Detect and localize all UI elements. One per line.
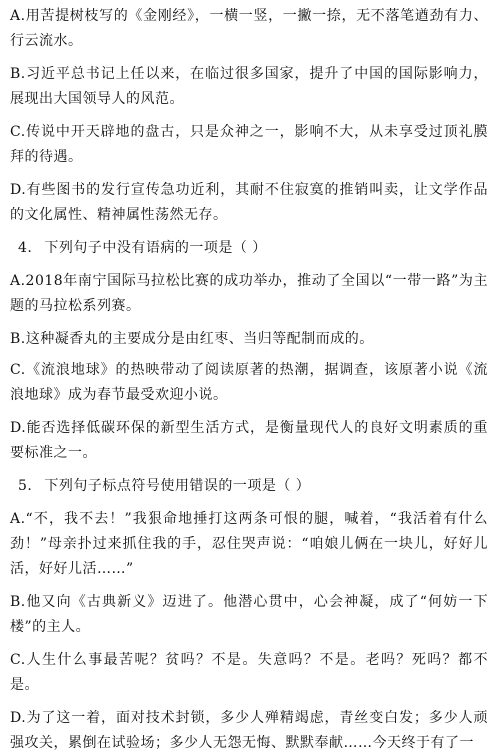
q4-option-a: A.2018年南宁国际马拉松比赛的成功举办，推动了全国以“一带一路”为主题的马拉松系列赛。	[10, 273, 488, 314]
q5-option-b: B.他又向《古典新义》迈进了。他潜心贯中，心会神凝，成了“何妨一下楼”的主人。	[10, 594, 488, 635]
option-a-prev: A.用苦提树枝写的《金刚经》，一横一竖，一撇一捺，无不落笔遒劲有力、行云流水。	[10, 8, 488, 49]
option-c-prev: C.传说中开天辟地的盘古，只是众神之一，影响不大，从未享受过顶礼膜拜的待遇。	[10, 124, 488, 165]
question-4-number: 4.	[18, 240, 33, 256]
question-4-stem	[10, 236, 488, 261]
option-d-prev: D.有些图书的发行宣传急功近利，其耐不住寂寞的推销叫卖，让文学作品的文化属性、精神属性荡然无存。	[10, 182, 488, 223]
q5-option-c: C.人生什么事最苦呢？贫吗？不是。失意吗？不是。老吗？死吗？都不是。	[10, 652, 488, 693]
q5-option-a: A.“不，我不去！”我狠命地捶打这两条可恨的腿，喊着，“我活着有什么劲！”母亲扑过来抓住我的手，忍住哭声说：“咱娘儿俩在一块儿，好好儿活，好好儿活……”	[10, 511, 488, 577]
q4-option-d: D.能否选择低碳环保的新型生活方式，是衡量现代人的良好文明素质的重要标准之一。	[10, 420, 488, 461]
question-4-text: 下列句子中没有语病的一项是（ ）	[44, 240, 267, 256]
q4-option-b: B.这种凝香丸的主要成分是由红枣、当归等配制而成的。	[10, 331, 374, 347]
q5-option-d: D.为了这一着，面对技术封锁，多少人殚精竭虑，青丝变白发；多少人顽强攻关，累倒在试验场；多少人无怨无悔、默默奉献……今天终于有了一	[10, 710, 488, 751]
option-b-prev: B.习近平总书记上任以来，在临过很多国家，提升了中国的国际影响力，展现出大国领导人的风范。	[10, 66, 488, 107]
question-5-stem	[10, 474, 488, 499]
question-5-text: 下列句子标点符号使用错误的一项是（ ）	[44, 478, 311, 494]
question-5-number: 5.	[18, 478, 33, 494]
q4-option-c: C.《流浪地球》的热映带动了阅读原著的热潮，据调查，该原著小说《流浪地球》成为春节最受欢迎小说。	[10, 362, 488, 403]
